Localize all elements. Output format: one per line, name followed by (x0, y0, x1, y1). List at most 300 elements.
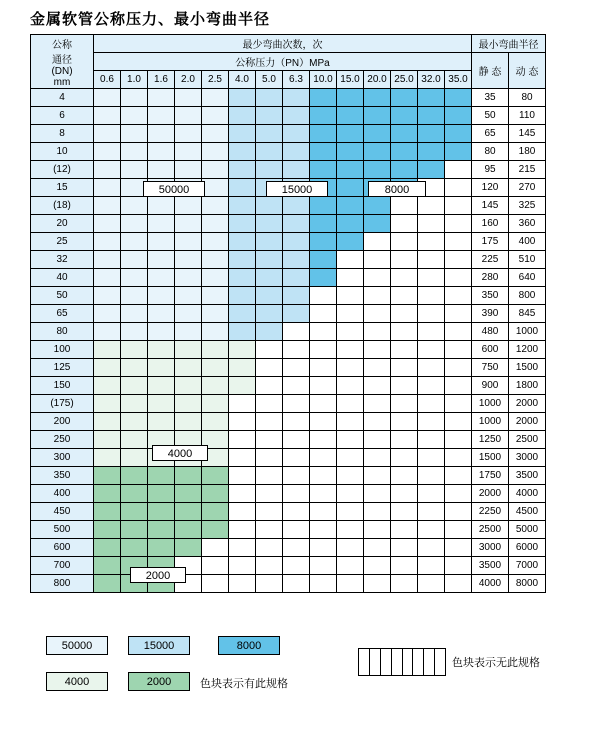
spec-cell (364, 233, 391, 251)
spec-cell (148, 539, 175, 557)
spec-cell (418, 143, 445, 161)
table-row (31, 377, 546, 395)
spec-cell (202, 251, 229, 269)
table-row (31, 467, 546, 485)
spec-cell (364, 485, 391, 503)
spec-cell (256, 521, 283, 539)
spec-cell (202, 503, 229, 521)
spec-cell (175, 89, 202, 107)
spec-cell (94, 251, 121, 269)
dynamic-radius-cell: 2000 (509, 413, 546, 431)
spec-cell (391, 521, 418, 539)
table-row (31, 269, 546, 287)
spec-cell (148, 107, 175, 125)
spec-cell (256, 539, 283, 557)
pressure-header-4: 2.5 (202, 71, 229, 89)
grid-overlay-label: 2000 (130, 567, 186, 583)
spec-cell (445, 539, 472, 557)
dn-cell: 200 (31, 413, 94, 431)
spec-table (30, 34, 546, 593)
spec-cell (148, 413, 175, 431)
grid-overlay-label: 8000 (368, 181, 426, 197)
spec-cell (121, 251, 148, 269)
pressure-header-13: 35.0 (445, 71, 472, 89)
spec-cell (256, 503, 283, 521)
spec-cell (310, 215, 337, 233)
spec-cell (310, 107, 337, 125)
dn-cell: 10 (31, 143, 94, 161)
spec-cell (94, 215, 121, 233)
spec-cell (148, 503, 175, 521)
spec-cell (337, 449, 364, 467)
spec-cell (418, 503, 445, 521)
spec-cell (337, 539, 364, 557)
spec-cell (364, 323, 391, 341)
dn-cell: 600 (31, 539, 94, 557)
spec-cell (418, 575, 445, 593)
spec-cell (148, 125, 175, 143)
pressure-header-7: 6.3 (283, 71, 310, 89)
spec-cell (94, 143, 121, 161)
table-row (31, 359, 546, 377)
spec-cell (337, 557, 364, 575)
pressure-group-header: 公称压力（PN）MPa (94, 53, 472, 71)
spec-cell (337, 377, 364, 395)
spec-cell (310, 161, 337, 179)
spec-cell (283, 107, 310, 125)
pressure-header-8: 10.0 (310, 71, 337, 89)
spec-cell (175, 305, 202, 323)
spec-cell (364, 413, 391, 431)
dynamic-radius-cell: 1500 (509, 359, 546, 377)
spec-cell (445, 413, 472, 431)
spec-cell (445, 557, 472, 575)
spec-cell (148, 215, 175, 233)
legend-swatch: 15000 (128, 636, 190, 655)
spec-cell (229, 521, 256, 539)
spec-cell (256, 557, 283, 575)
spec-cell (148, 287, 175, 305)
dn-cell: 4 (31, 89, 94, 107)
static-radius-cell: 4000 (472, 575, 509, 593)
table-row (31, 575, 546, 593)
spec-cell (229, 341, 256, 359)
spec-cell (121, 431, 148, 449)
no-spec-stripe (381, 649, 392, 675)
spec-cell (364, 251, 391, 269)
spec-cell (148, 323, 175, 341)
spec-cell (364, 557, 391, 575)
spec-cell (121, 377, 148, 395)
spec-cell (121, 269, 148, 287)
dynamic-radius-cell: 640 (509, 269, 546, 287)
dn-cell: 25 (31, 233, 94, 251)
spec-cell (94, 341, 121, 359)
spec-cell (121, 521, 148, 539)
no-spec-stripe (424, 649, 435, 675)
spec-cell (445, 359, 472, 377)
spec-cell (256, 413, 283, 431)
no-spec-stripe (392, 649, 403, 675)
spec-cell (391, 233, 418, 251)
spec-cell (418, 539, 445, 557)
spec-cell (229, 89, 256, 107)
spec-cell (391, 341, 418, 359)
spec-cell (310, 197, 337, 215)
spec-cell (229, 449, 256, 467)
static-radius-cell: 1000 (472, 413, 509, 431)
legend-swatch: 50000 (46, 636, 108, 655)
spec-cell (283, 467, 310, 485)
dynamic-radius-cell: 3000 (509, 449, 546, 467)
spec-cell (283, 125, 310, 143)
spec-cell (94, 485, 121, 503)
spec-cell (94, 467, 121, 485)
spec-cell (364, 125, 391, 143)
spec-cell (418, 485, 445, 503)
spec-cell (310, 125, 337, 143)
spec-cell (202, 233, 229, 251)
spec-cell (391, 503, 418, 521)
spec-cell (310, 341, 337, 359)
spec-cell (310, 287, 337, 305)
spec-cell (283, 197, 310, 215)
spec-cell (364, 467, 391, 485)
spec-cell (283, 431, 310, 449)
spec-cell (391, 143, 418, 161)
spec-cell (418, 449, 445, 467)
spec-cell (148, 161, 175, 179)
table-row (31, 287, 546, 305)
dn-cell: 20 (31, 215, 94, 233)
spec-cell (283, 287, 310, 305)
static-radius-cell: 225 (472, 251, 509, 269)
spec-cell (418, 287, 445, 305)
spec-cell (445, 179, 472, 197)
bend-count-group-header: 最少弯曲次数，次 (94, 35, 472, 53)
static-radius-cell: 280 (472, 269, 509, 287)
static-radius-cell: 1000 (472, 395, 509, 413)
table-row (31, 215, 546, 233)
spec-cell (202, 89, 229, 107)
spec-cell (391, 467, 418, 485)
spec-cell (202, 539, 229, 557)
spec-cell (256, 233, 283, 251)
spec-cell (283, 269, 310, 287)
spec-cell (283, 161, 310, 179)
spec-cell (310, 395, 337, 413)
spec-cell (310, 503, 337, 521)
spec-cell (418, 251, 445, 269)
spec-cell (418, 467, 445, 485)
spec-cell (283, 341, 310, 359)
spec-cell (229, 233, 256, 251)
spec-cell (391, 431, 418, 449)
spec-cell (445, 503, 472, 521)
spec-cell (202, 161, 229, 179)
radius-static-header: 静 态 (472, 53, 509, 89)
grid-overlay-label: 4000 (152, 445, 208, 461)
spec-cell (391, 557, 418, 575)
static-radius-cell: 750 (472, 359, 509, 377)
spec-cell (310, 431, 337, 449)
spec-cell (445, 377, 472, 395)
spec-cell (337, 179, 364, 197)
no-spec-stripe (370, 649, 381, 675)
spec-cell (337, 341, 364, 359)
radius-dynamic-header: 动 态 (509, 53, 546, 89)
spec-cell (94, 323, 121, 341)
spec-cell (256, 377, 283, 395)
spec-cell (202, 575, 229, 593)
bend-radius-group-header: 最小弯曲半径 (472, 35, 546, 53)
spec-cell (229, 107, 256, 125)
spec-cell (445, 395, 472, 413)
spec-cell (148, 233, 175, 251)
spec-cell (148, 89, 175, 107)
spec-cell (256, 305, 283, 323)
spec-cell (121, 449, 148, 467)
dynamic-radius-cell: 2000 (509, 395, 546, 413)
spec-cell (391, 359, 418, 377)
spec-cell (310, 467, 337, 485)
spec-cell (445, 143, 472, 161)
dn-cell: 250 (31, 431, 94, 449)
pressure-header-11: 25.0 (391, 71, 418, 89)
static-radius-cell: 120 (472, 179, 509, 197)
table-row (31, 161, 546, 179)
spec-cell (283, 539, 310, 557)
spec-cell (364, 503, 391, 521)
spec-cell (229, 359, 256, 377)
spec-cell (391, 395, 418, 413)
spec-cell (229, 143, 256, 161)
spec-cell (283, 521, 310, 539)
spec-cell (202, 143, 229, 161)
spec-cell (175, 521, 202, 539)
spec-cell (283, 89, 310, 107)
spec-cell (175, 269, 202, 287)
table-row (31, 143, 546, 161)
spec-cell (202, 107, 229, 125)
spec-cell (391, 125, 418, 143)
spec-cell (94, 413, 121, 431)
spec-cell (283, 305, 310, 323)
static-radius-cell: 480 (472, 323, 509, 341)
static-radius-cell: 1250 (472, 431, 509, 449)
spec-cell (256, 143, 283, 161)
spec-cell (391, 539, 418, 557)
dn-cell: 6 (31, 107, 94, 125)
spec-cell (364, 431, 391, 449)
spec-cell (148, 251, 175, 269)
spec-cell (121, 503, 148, 521)
spec-cell (418, 377, 445, 395)
spec-cell (364, 269, 391, 287)
dn-cell: 150 (31, 377, 94, 395)
static-radius-cell: 35 (472, 89, 509, 107)
spec-cell (202, 197, 229, 215)
spec-cell (256, 359, 283, 377)
spec-cell (310, 557, 337, 575)
spec-cell (256, 107, 283, 125)
spec-cell (175, 413, 202, 431)
pressure-header-6: 5.0 (256, 71, 283, 89)
has-spec-legend-text: 色块表示有此规格 (200, 678, 288, 690)
no-spec-stripe (359, 649, 370, 675)
spec-cell (121, 341, 148, 359)
no-spec-stripe (403, 649, 414, 675)
dn-cell: (175) (31, 395, 94, 413)
spec-cell (202, 215, 229, 233)
static-radius-cell: 1750 (472, 467, 509, 485)
spec-cell (445, 341, 472, 359)
dn-cell: 8 (31, 125, 94, 143)
spec-cell (337, 143, 364, 161)
spec-cell (337, 395, 364, 413)
dn-cell: 100 (31, 341, 94, 359)
spec-cell (391, 575, 418, 593)
table-row (31, 395, 546, 413)
spec-cell (256, 197, 283, 215)
spec-cell (364, 197, 391, 215)
spec-cell (283, 215, 310, 233)
spec-cell (94, 395, 121, 413)
dynamic-radius-cell: 6000 (509, 539, 546, 557)
spec-cell (175, 395, 202, 413)
spec-cell (310, 251, 337, 269)
spec-cell (283, 413, 310, 431)
spec-cell (121, 323, 148, 341)
spec-cell (283, 449, 310, 467)
spec-cell (418, 215, 445, 233)
spec-cell (391, 251, 418, 269)
grid-overlay-label: 50000 (143, 181, 205, 197)
static-radius-cell: 900 (472, 377, 509, 395)
spec-cell (256, 431, 283, 449)
spec-cell (364, 143, 391, 161)
spec-cell (175, 467, 202, 485)
spec-cell (94, 269, 121, 287)
pressure-header-1: 1.0 (121, 71, 148, 89)
dn-header-line-4: mm (53, 76, 71, 88)
spec-cell (256, 323, 283, 341)
spec-cell (121, 467, 148, 485)
static-radius-cell: 65 (472, 125, 509, 143)
spec-cell (445, 269, 472, 287)
page-title: 金属软管公称压力、最小弯曲半径 (30, 10, 271, 28)
spec-cell (391, 449, 418, 467)
spec-cell (202, 269, 229, 287)
spec-cell (391, 287, 418, 305)
spec-cell (418, 233, 445, 251)
spec-cell (94, 575, 121, 593)
spec-cell (364, 449, 391, 467)
spec-cell (121, 161, 148, 179)
spec-cell (445, 431, 472, 449)
table-row (31, 125, 546, 143)
spec-cell (337, 485, 364, 503)
spec-cell (229, 323, 256, 341)
spec-cell (337, 89, 364, 107)
dynamic-radius-cell: 4000 (509, 485, 546, 503)
spec-cell (94, 521, 121, 539)
static-radius-cell: 3000 (472, 539, 509, 557)
dn-cell: 450 (31, 503, 94, 521)
dynamic-radius-cell: 845 (509, 305, 546, 323)
spec-cell (337, 467, 364, 485)
spec-cell (310, 89, 337, 107)
spec-cell (202, 179, 229, 197)
spec-cell (310, 269, 337, 287)
table-row (31, 107, 546, 125)
dn-header-line-2: 通径 (52, 54, 72, 66)
spec-cell (445, 287, 472, 305)
legend-swatch: 2000 (128, 672, 190, 691)
spec-cell (310, 485, 337, 503)
dn-cell: 800 (31, 575, 94, 593)
spec-cell (391, 161, 418, 179)
spec-cell (283, 143, 310, 161)
no-spec-swatch (358, 648, 446, 676)
spec-cell (175, 143, 202, 161)
spec-cell (283, 323, 310, 341)
spec-cell (256, 125, 283, 143)
dynamic-radius-cell: 1800 (509, 377, 546, 395)
dynamic-radius-cell: 180 (509, 143, 546, 161)
table-row (31, 521, 546, 539)
spec-cell (337, 521, 364, 539)
spec-cell (391, 305, 418, 323)
dynamic-radius-cell: 3500 (509, 467, 546, 485)
spec-cell (94, 125, 121, 143)
dn-cell: (18) (31, 197, 94, 215)
spec-cell (256, 251, 283, 269)
spec-cell (229, 251, 256, 269)
spec-cell (310, 143, 337, 161)
dynamic-radius-cell: 145 (509, 125, 546, 143)
pressure-header-10: 20.0 (364, 71, 391, 89)
dn-cell: 80 (31, 323, 94, 341)
spec-cell (283, 233, 310, 251)
spec-cell (445, 323, 472, 341)
spec-cell (337, 503, 364, 521)
spec-cell (94, 197, 121, 215)
spec-cell (418, 413, 445, 431)
spec-cell (148, 521, 175, 539)
spec-cell (310, 323, 337, 341)
spec-cell (445, 233, 472, 251)
header-row-1 (31, 35, 546, 53)
spec-cell (202, 557, 229, 575)
spec-cell (283, 575, 310, 593)
spec-cell (283, 251, 310, 269)
dn-cell: (12) (31, 161, 94, 179)
dn-cell: 300 (31, 449, 94, 467)
dn-cell: 350 (31, 467, 94, 485)
spec-cell (94, 305, 121, 323)
table-row (31, 503, 546, 521)
dynamic-radius-cell: 215 (509, 161, 546, 179)
spec-cell (121, 413, 148, 431)
spec-cell (445, 485, 472, 503)
spec-cell (337, 125, 364, 143)
spec-cell (148, 197, 175, 215)
spec-cell (364, 377, 391, 395)
spec-cell (148, 377, 175, 395)
spec-cell (256, 89, 283, 107)
spec-cell (337, 161, 364, 179)
